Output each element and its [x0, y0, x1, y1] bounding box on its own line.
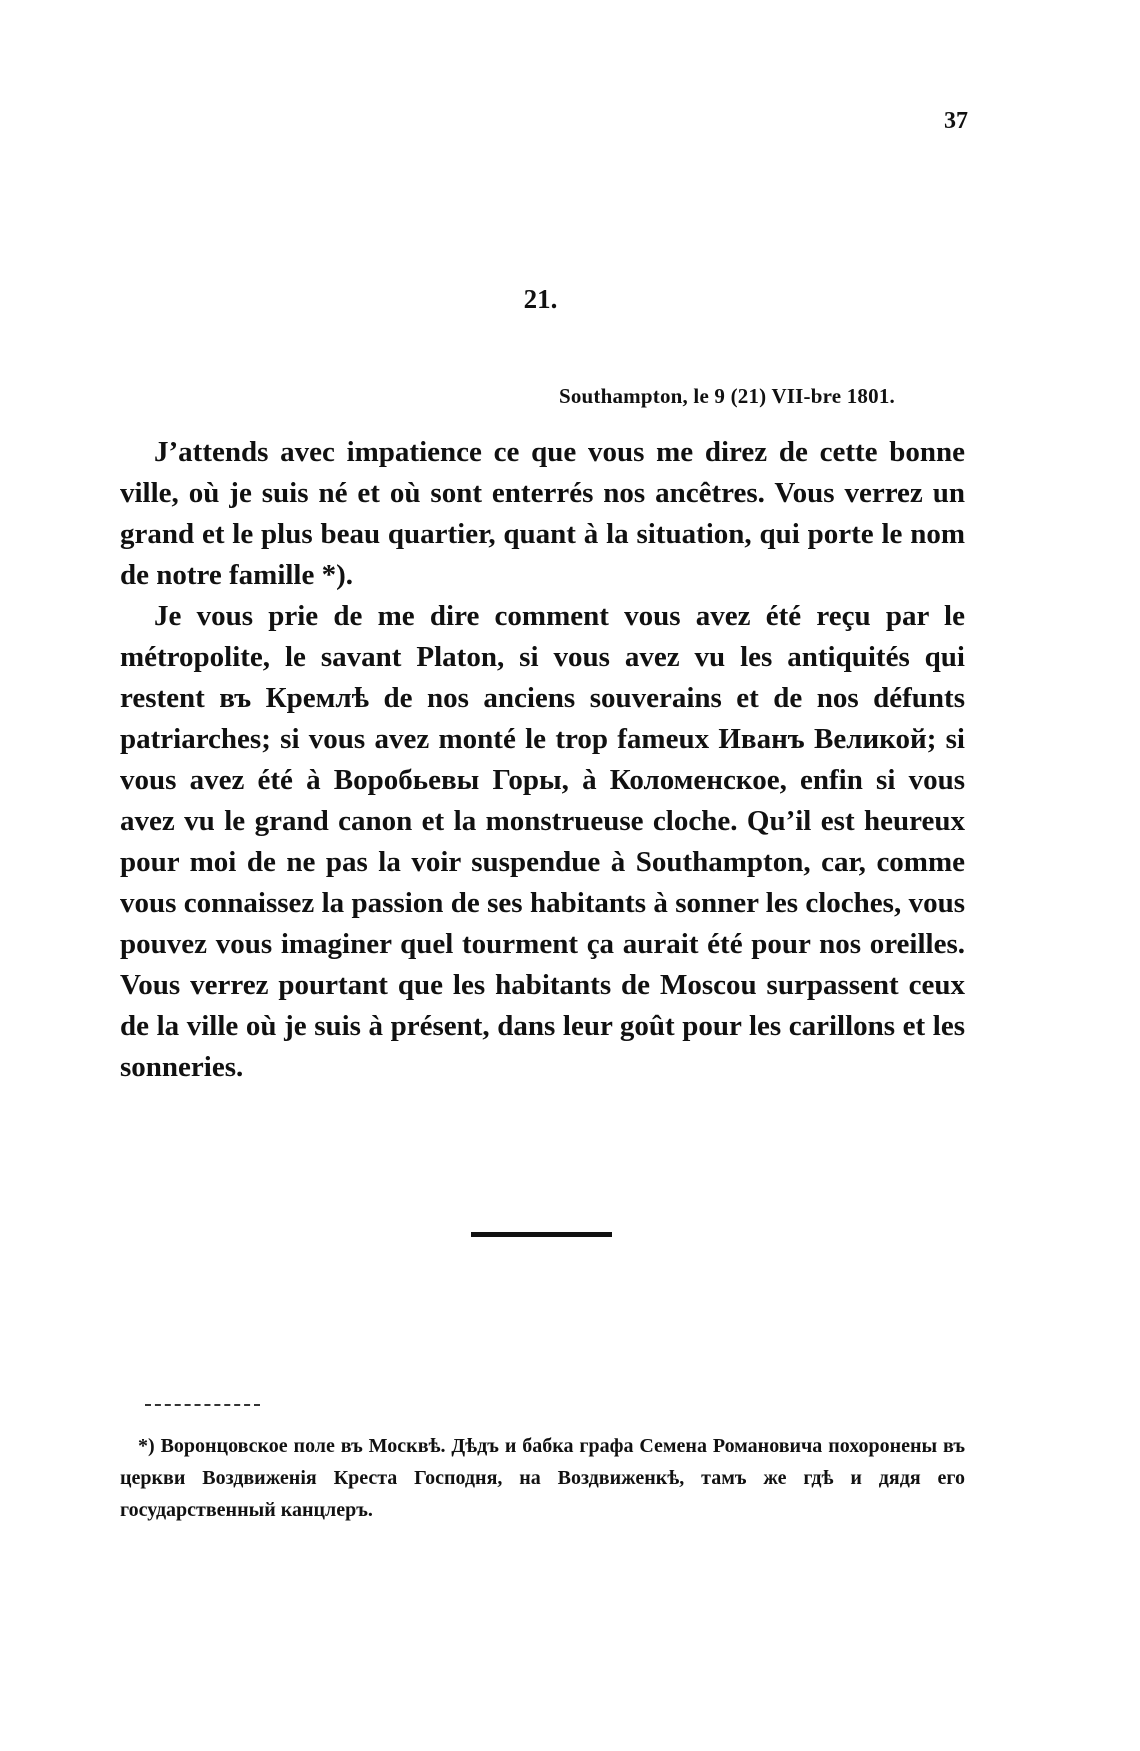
- letter-body: [120, 432, 965, 1088]
- footnote-rule: [145, 1404, 260, 1406]
- letter-dateline: Southampton, le 9 (21) VII-bre 1801.: [558, 384, 895, 408]
- body-paragraph-1: J’attends avec impatience ce que vous me direz de cette bonne ville, où je suis né et où sont enterrés nos ancêtres. Vous verrez un grand et le plus beau quartier, quant à la situation, qui porte le nom de notre famille *).: [120, 436, 965, 591]
- footnote-text: *) Воронцовское поле въ Москвѣ. Дѣдъ и бабка графа Семена Романовича похоронены въ церкви Воздвиженія Креста Господня, на Воздвиженкѣ, тамъ же гдѣ и дядя его государственный канцлеръ.: [120, 1435, 965, 1521]
- section-separator-rule: [471, 1232, 612, 1237]
- letter-number: 21.: [523, 284, 558, 314]
- page-number: 37: [944, 108, 968, 134]
- body-paragraph-2: Je vous prie de me dire comment vous avez été reçu par le métropolite, le savant Platon, si vous avez vu les antiquités qui restent въ Кремлѣ de nos anciens souverains et de nos défunts patriarches; si vous avez monté le trop fameux Иванъ Великой; si vous avez été à Воробьевы Горы, à Коломенское, enfin si vous avez vu le grand canon et la monstrueuse cloche. Qu’il est heureux pour moi de ne pas la voir suspendue à Southampton, car, comme vous connaissez la passion de ses habitants à sonner les cloches, vous pouvez vous imaginer quel tourment ça aurait été pour nos oreilles. Vous verrez pourtant que les habitants de Moscou surpassent ceux de la ville où je suis à présent, dans leur goût pour les carillons et les sonneries.: [120, 600, 965, 1083]
- footnote: [120, 1430, 965, 1526]
